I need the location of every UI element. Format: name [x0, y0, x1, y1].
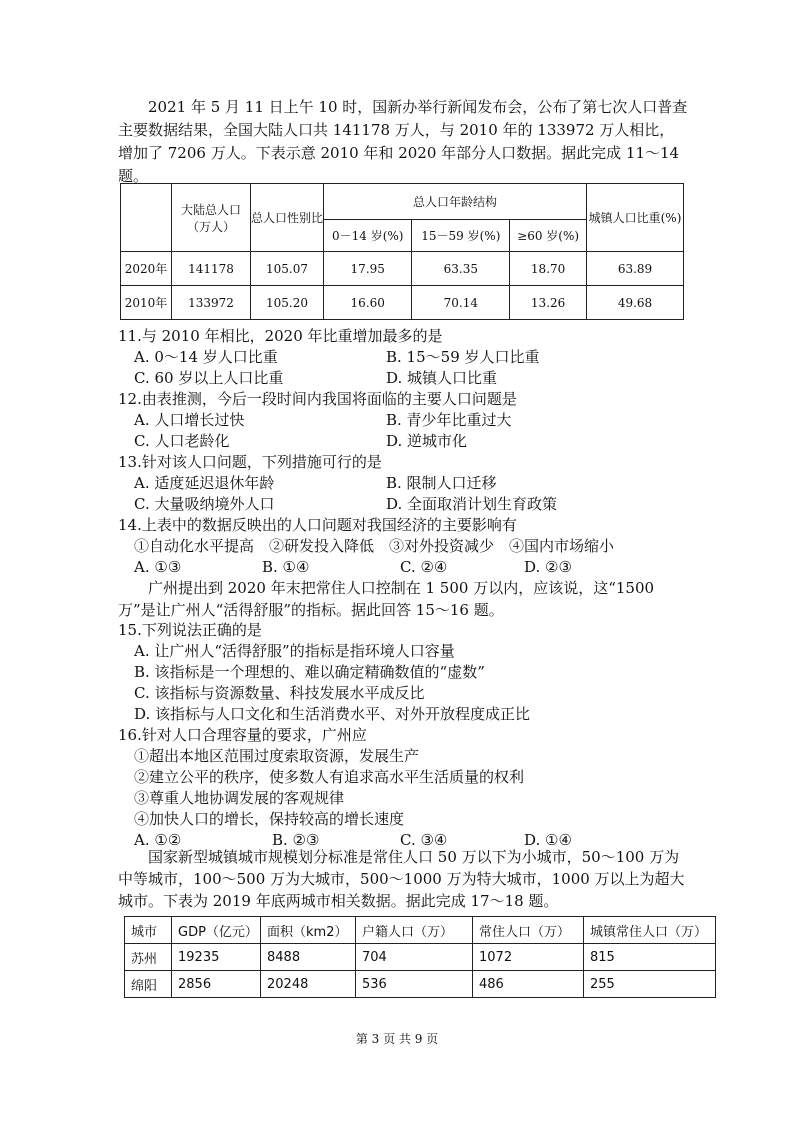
q14-option-a: A. ①③ — [134, 558, 182, 576]
q14-option-b: B. ①④ — [262, 558, 310, 576]
table-row — [125, 944, 716, 971]
table-header-row — [125, 917, 716, 944]
q14-option-d: D. ②③ — [524, 558, 572, 576]
cell-city: 绵阳 — [125, 971, 172, 998]
question-11-stem: 11.与 2010 年相比，2020 年比重增加最多的是 — [118, 327, 443, 345]
cell-urban-resident: 255 — [584, 971, 716, 998]
header-urban-ratio: 城镇人口比重(%) — [587, 184, 684, 252]
q12-option-c: C. 人口老龄化 — [134, 432, 230, 450]
cell-a3: 13.26 — [510, 286, 587, 320]
question-14-stem: 14.上表中的数据反映出的人口问题对我国经济的主要影响有 — [118, 516, 517, 534]
table-row — [121, 252, 684, 286]
q15-option-c: C. 该指标与资源数量、科技发展水平成反比 — [134, 684, 425, 702]
header-urban-resident: 城镇常住人口（万） — [584, 917, 716, 944]
q16-item-3: ③尊重人地协调发展的客观规律 — [134, 789, 345, 807]
intro-paragraph-1: 2021 年 5 月 11 日上午 10 时，国新办举行新闻发布会，公布了第七次人口普查主要数据结果，全国大陆人口共 141178 万人，与 2010 年的 133972 万人相比，增加了 7206 万人。下表示意 2010 年和 2020 年部分人口数据。据此完成 11～14 题。 — [118, 98, 688, 185]
intro-paragraph-3: 国家新型城镇城市规模划分标准是常住人口 50 万以下为小城市，50～100 万为中等城市，100～500 万为大城市，500～1000 万为特大城市，1000 万以上为超大城市。下表为 2019 年底两城市相关数据。据此完成 17～18 题。 — [118, 848, 685, 910]
q16-item-2: ②建立公平的秩序，使多数人有追求高水平生活质量的权利 — [134, 768, 525, 786]
q16-option-b: B. ②③ — [272, 831, 320, 849]
q16-item-1: ①超出本地区范围过度索取资源，发展生产 — [134, 747, 420, 765]
cell-registered: 704 — [356, 944, 473, 971]
q15-option-d: D. 该指标与人口文化和生活消费水平、对外开放程度成正比 — [134, 705, 531, 723]
cell-sex: 105.20 — [251, 286, 324, 320]
q16-option-a: A. ①② — [134, 831, 182, 849]
header-area: 面积（km2） — [261, 917, 356, 944]
q14-items: ①自动化水平提高 ②研发投入降低 ③对外投资减少 ④国内市场缩小 — [134, 537, 615, 555]
header-sex-ratio: 总人口性别比 — [251, 184, 324, 252]
cell-area: 20248 — [261, 971, 356, 998]
cell-gdp: 19235 — [172, 944, 261, 971]
question-16-stem: 16.针对人口合理容量的要求，广州应 — [118, 726, 367, 744]
q15-option-b: B. 该指标是一个理想的、难以确定精确数值的“虚数” — [134, 663, 485, 681]
intro-paragraph-2: 广州提出到 2020 年末把常住人口控制在 1 500 万以内，应该说，这“1500 万”是让广州人“活得舒服”的指标。据此回答 15～16 题。 — [118, 579, 655, 619]
header-age-0-14: 0－14 岁(%) — [324, 220, 412, 252]
cell-resident: 486 — [473, 971, 584, 998]
q11-option-b: B. 15～59 岁人口比重 — [386, 348, 540, 366]
q16-option-c: C. ③④ — [400, 831, 448, 849]
header-resident: 常住人口（万） — [473, 917, 584, 944]
cell-sex: 105.07 — [251, 252, 324, 286]
cell-area: 8488 — [261, 944, 356, 971]
question-13-stem: 13.针对该人口问题，下列措施可行的是 — [118, 453, 382, 471]
cell-year: 2020年 — [121, 252, 172, 286]
page-footer: 第 3 页 共 9 页 — [355, 1032, 439, 1046]
cell-gdp: 2856 — [172, 971, 261, 998]
cell-total: 141178 — [172, 252, 251, 286]
cell-year: 2010年 — [121, 286, 172, 320]
cell-urban: 63.89 — [587, 252, 684, 286]
header-registered: 户籍人口（万） — [356, 917, 473, 944]
q12-option-b: B. 青少年比重过大 — [386, 411, 512, 429]
cell-a2: 70.14 — [412, 286, 510, 320]
cell-urban-resident: 815 — [584, 944, 716, 971]
q14-option-c: C. ②④ — [400, 558, 448, 576]
cell-a2: 63.35 — [412, 252, 510, 286]
cell-resident: 1072 — [473, 944, 584, 971]
cell-city: 苏州 — [125, 944, 172, 971]
header-age-60plus: ≥60 岁(%) — [510, 220, 587, 252]
q11-option-c: C. 60 岁以上人口比重 — [134, 369, 284, 387]
header-total-pop: 大陆总人口（万人） — [172, 184, 251, 252]
header-city: 城市 — [125, 917, 172, 944]
header-age-15-59: 15－59 岁(%) — [412, 220, 510, 252]
q11-option-a: A. 0～14 岁人口比重 — [134, 348, 278, 366]
table-row — [121, 286, 684, 320]
cell-total: 133972 — [172, 286, 251, 320]
header-gdp: GDP（亿元） — [172, 917, 261, 944]
header-age-structure: 总人口年龄结构 — [324, 184, 587, 220]
q12-option-a: A. 人口增长过快 — [134, 411, 245, 429]
q13-option-b: B. 限制人口迁移 — [386, 474, 497, 492]
city-table — [124, 916, 716, 998]
cell-urban: 49.68 — [587, 286, 684, 320]
table-row — [125, 971, 716, 998]
q13-option-a: A. 适度延迟退休年龄 — [134, 474, 275, 492]
q16-option-d: D. ①④ — [524, 831, 572, 849]
question-12-stem: 12.由表推测，今后一段时间内我国将面临的主要人口问题是 — [118, 390, 517, 408]
question-15-stem: 15.下列说法正确的是 — [118, 621, 262, 639]
q13-option-d: D. 全面取消计划生育政策 — [386, 495, 558, 513]
cell-a1: 17.95 — [324, 252, 412, 286]
q12-option-d: D. 逆城市化 — [386, 432, 468, 450]
q13-option-c: C. 大量吸纳境外人口 — [134, 495, 275, 513]
q11-option-d: D. 城镇人口比重 — [386, 369, 498, 387]
q15-option-a: A. 让广州人“活得舒服”的指标是指环境人口容量 — [134, 642, 455, 660]
population-table — [120, 183, 684, 320]
cell-a1: 16.60 — [324, 286, 412, 320]
table-corner — [121, 184, 172, 252]
q16-item-4: ④加快人口的增长，保持较高的增长速度 — [134, 810, 405, 828]
cell-a3: 18.70 — [510, 252, 587, 286]
cell-registered: 536 — [356, 971, 473, 998]
